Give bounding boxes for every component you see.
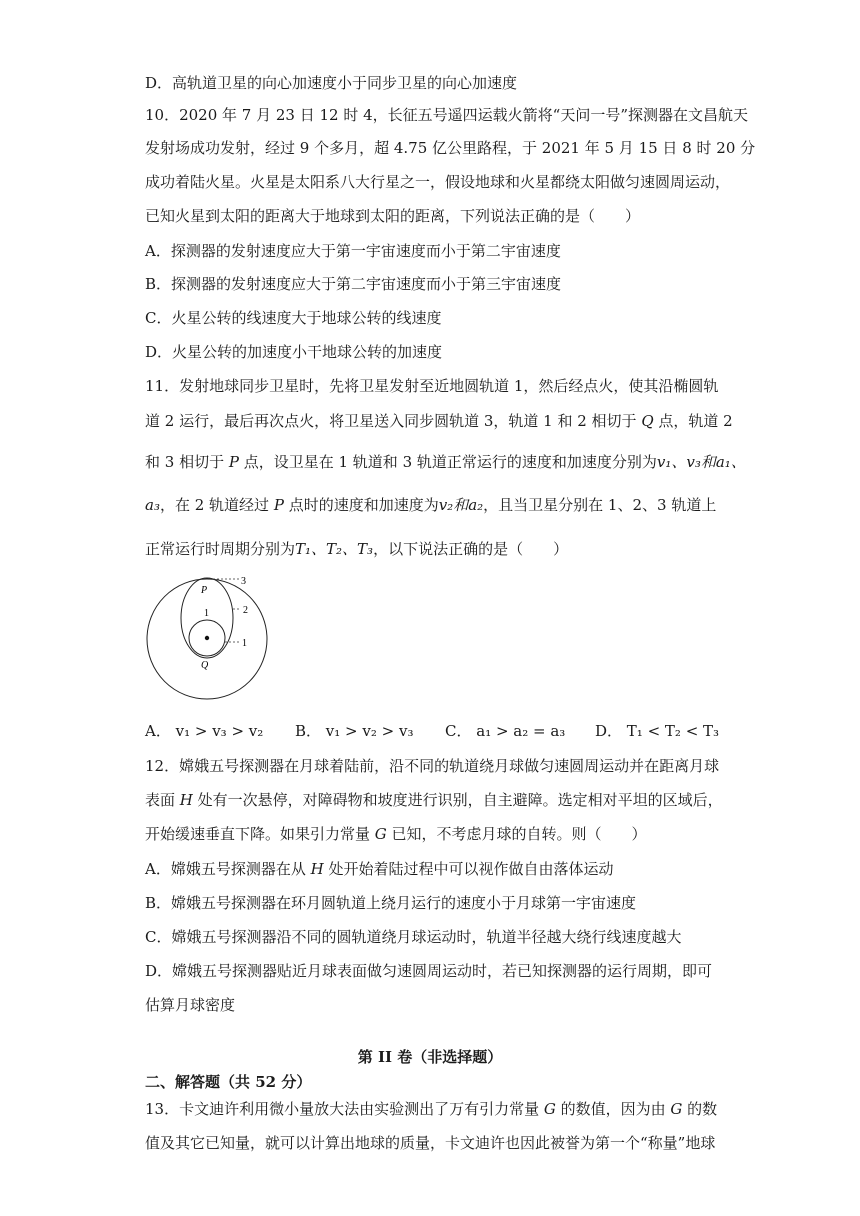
label-3: 3 <box>241 577 246 587</box>
text-run: 正常运行时周期分别为 <box>145 540 296 558</box>
text-run: ，在 2 轨道经过 <box>159 496 274 514</box>
q10-option-b: B．探测器的发射速度应大于第二宇宙速度而小于第三宇宙速度 <box>145 275 562 293</box>
q11-option-c: C． a₁ > a₂ = a₃ <box>445 722 566 740</box>
orbit-diagram <box>145 577 275 701</box>
q12-option-a <box>145 858 613 880</box>
label-p: P <box>201 585 208 596</box>
label-inner-1: 1 <box>204 608 209 619</box>
q12-option-b: B．嫦娥五号探测器在环月圆轨道上绕月运行的速度小于月球第一宇宙速度 <box>145 894 637 912</box>
point-p-label: P <box>273 496 284 514</box>
point-q-label: Q <box>641 412 654 430</box>
label-1: 1 <box>242 638 247 649</box>
text-run: 处有一次悬停，对障碍物和坡度进行识别，自主避障。选定相对平坦的区域后， <box>192 791 723 809</box>
text-run: 的数值，因为由 <box>555 1100 671 1118</box>
q11-stem-line-1: 11．发射地球同步卫星时，先将卫星发射至近地圆轨道 1，然后经点火，使其沿椭圆轨 <box>145 377 719 395</box>
text-run: ，以下说法正确的是（ ） <box>373 540 569 558</box>
q12-option-c: C．嫦娥五号探测器沿不同的圆轨道绕月球运动时，轨道半径越大绕行线速度越大 <box>145 928 682 946</box>
text-run: 和 3 相切于 <box>145 453 229 471</box>
q10-option-a: A．探测器的发射速度应大于第一宇宙速度而小于第二宇宙速度 <box>145 242 561 260</box>
q13-stem-line-2: 值及其它已知量，就可以计算出地球的质量，卡文迪许也因此被誉为第一个“称量”地球 <box>145 1134 716 1152</box>
period-symbols: T₁、T₂、T₃ <box>295 540 374 558</box>
text-run: 处开始着陆过程中可以视作做自由落体运动 <box>323 860 614 878</box>
q11-stem-line-4 <box>145 494 716 516</box>
text-run: 点，设卫星在 1 轨道和 3 轨道正常运行的速度和加速度分别为 <box>238 453 657 471</box>
text-run: 已知，不考虑月球的自转。则（ ） <box>386 825 647 843</box>
q9-option-d: D．高轨道卫星的向心加速度小于同步卫星的向心加速度 <box>145 74 518 92</box>
label-q: Q <box>201 660 209 671</box>
height-symbol: H <box>179 791 193 809</box>
height-symbol: H <box>310 860 324 878</box>
q12-stem-line-1: 12．嫦娥五号探测器在月球着陆前，沿不同的轨道绕月球做匀速圆周运动并在距离月球 <box>145 757 720 775</box>
text-run: 表面 <box>145 791 180 809</box>
gravity-constant-symbol: G <box>543 1100 556 1118</box>
earth-center-dot <box>205 636 209 640</box>
q10-stem-line-3: 成功着陆火星。火星是太阳系八大行星之一，假设地球和火星都绕太阳做匀速圆周运动， <box>145 173 731 191</box>
text-run: 开始缓速垂直下降。如果引力常量 <box>145 825 375 843</box>
label-2: 2 <box>243 605 248 616</box>
q10-stem-line-1: 10．2020 年 7 月 23 日 12 时 4，长征五号遥四运载火箭将“天问一号”探测器在文昌航天 <box>145 106 749 124</box>
q11-option-d: D． T₁ < T₂ < T₃ <box>595 722 720 740</box>
q11-stem-line-5 <box>145 538 568 560</box>
q13-stem-line-1 <box>145 1098 717 1120</box>
q11-option-a: A． v₁ > v₃ > v₂ <box>145 722 264 740</box>
q10-option-c: C．火星公转的线速度大于地球公转的线速度 <box>145 309 442 327</box>
text-run: 点时的速度和加速度为 <box>283 496 439 514</box>
q10-option-d: D．火星公转的加速度小干地球公转的加速度 <box>145 343 443 361</box>
q12-stem-line-2 <box>145 789 723 811</box>
text-run: 的数 <box>682 1100 718 1118</box>
point-p-label: P <box>228 453 239 471</box>
text-run: A．嫦娥五号探测器在从 <box>145 860 311 878</box>
text-run: ，且当卫星分别在 1、2、3 轨道上 <box>483 496 717 514</box>
accel-symbol: a₃ <box>145 496 160 514</box>
text-run: 道 2 运行，最后再次点火，将卫星送入同步圆轨道 3，轨道 1 和 2 相切于 <box>145 412 642 430</box>
q10-stem-line-4: 已知火星到太阳的距离大于地球到太阳的距离，下列说法正确的是（ ） <box>145 207 641 225</box>
q12-option-d-line-1: D．嫦娥五号探测器贴近月球表面做匀速圆周运动时，若已知探测器的运行周期，即可 <box>145 962 713 980</box>
q11-stem-line-2 <box>145 410 733 432</box>
q10-stem-line-2: 发射场成功发射，经过 9 个多月，超 4.75 亿公里路程，于 2021 年 5 月 15 日 8 时 20 分 <box>145 139 756 157</box>
q11-stem-line-3 <box>145 451 746 473</box>
gravity-constant-symbol: G <box>374 825 387 843</box>
gravity-constant-symbol: G <box>670 1100 683 1118</box>
section-title: 第 II 卷（非选择题） <box>357 1048 503 1066</box>
text-run: 点，轨道 2 <box>653 412 733 430</box>
q11-option-b: B． v₁ > v₂ > v₃ <box>295 722 414 740</box>
velocity-accel-symbols: v₁、v₃和a₁、 <box>656 453 746 471</box>
q12-stem-line-3 <box>145 823 647 845</box>
part-title: 二、解答题（共 52 分） <box>145 1073 312 1091</box>
text-run: 13．卡文迪许利用微小量放大法由实验测出了万有引力常量 <box>145 1100 544 1118</box>
q12-option-d-line-2: 估算月球密度 <box>145 996 236 1014</box>
velocity-accel-symbols: v₂和a₂ <box>438 496 484 514</box>
